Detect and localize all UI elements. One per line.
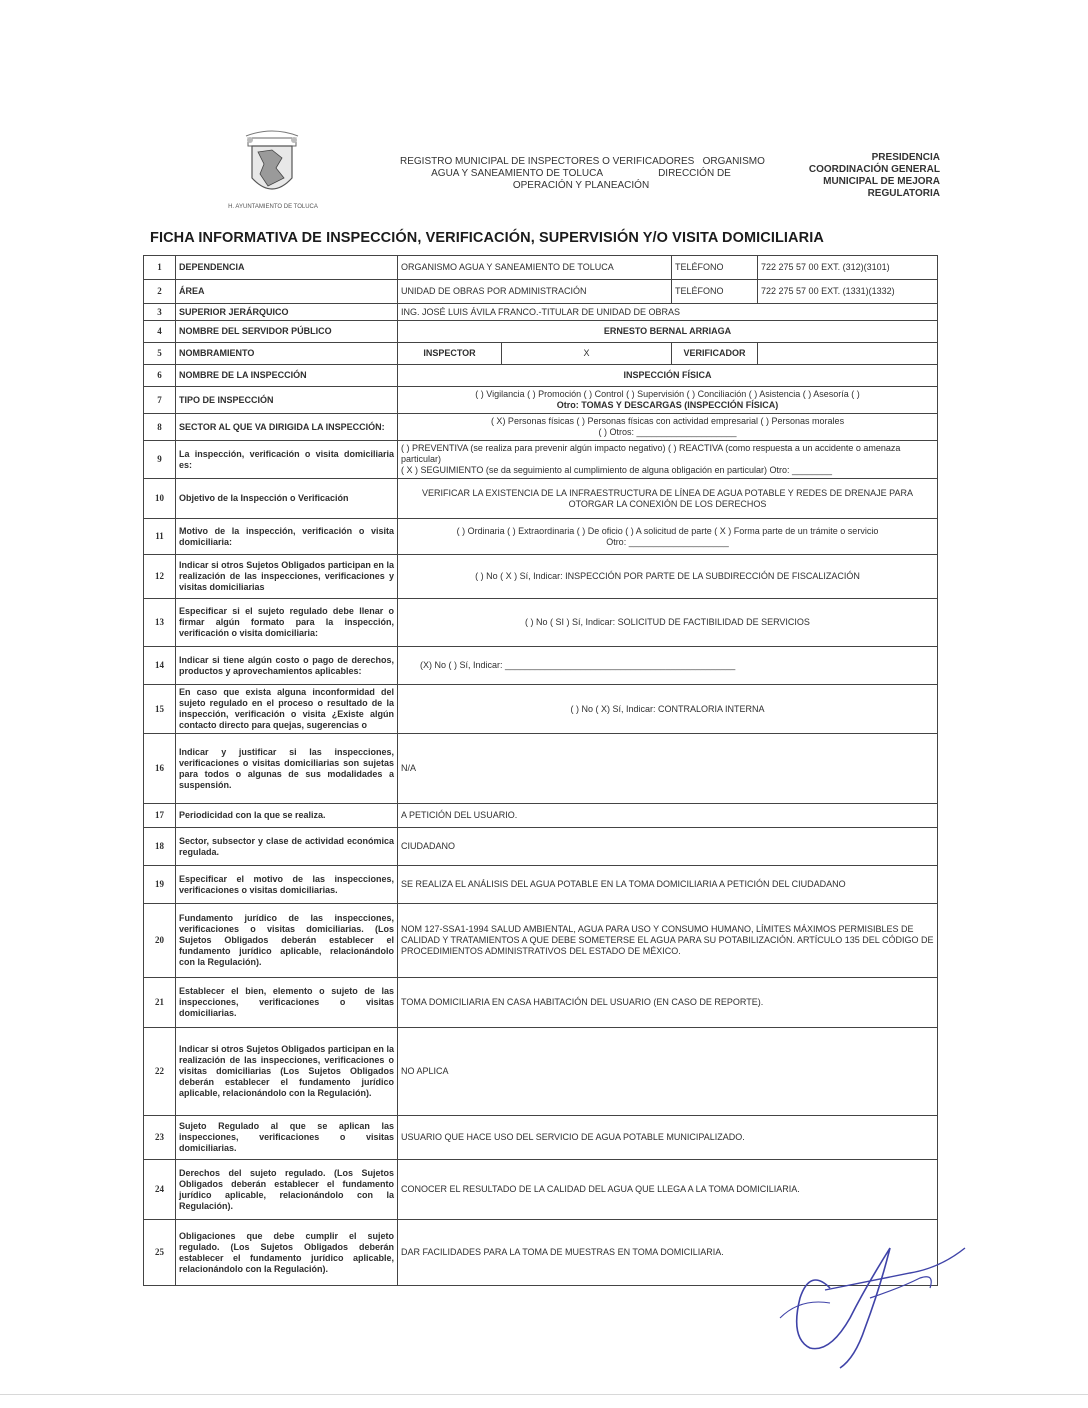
form-row [144,828,938,866]
row-value: ( ) No ( X ) Sí, Indicar: INSPECCIÓN POR PARTE DE LA SUBDIRECCIÓN DE FISCALIZACIÓN [398,555,938,599]
form-row [144,1160,938,1220]
row-value: UNIDAD DE OBRAS POR ADMINISTRACIÓN [398,280,672,304]
row-label: Especificar si el sujeto regulado debe llenar o firmar algún formato para la inspección, verificación o visita domiciliaria: [176,599,398,647]
form-row [144,599,938,647]
header-right-line: COORDINACIÓN GENERAL [808,164,940,175]
row-number: 14 [144,647,176,685]
row-number: 18 [144,828,176,866]
inspector-mark: X [502,343,672,365]
header-presidencia [784,152,940,200]
phone-label: TELÉFONO [672,280,758,304]
form-title: FICHA INFORMATIVA DE INSPECCIÓN, VERIFICACIÓN, SUPERVISIÓN Y/O VISITA DOMICILIARIA [150,230,824,246]
row-number: 23 [144,1116,176,1160]
row-number: 25 [144,1220,176,1286]
verificador-label: VERIFICADOR [672,343,758,365]
row-value: A PETICIÓN DEL USUARIO. [398,804,938,828]
handwritten-signature [770,1228,970,1378]
header-center-line: REGISTRO MUNICIPAL DE INSPECTORES O VERIFICADORES ORGANISMO [400,156,765,167]
row-number: 15 [144,685,176,734]
row-label: DEPENDENCIA [176,256,398,280]
row-label: Motivo de la inspección, verificación o visita domiciliaria: [176,519,398,555]
header-right-line: REGULATORIA [867,188,940,199]
form-row [144,280,938,304]
inspection-form-table [143,255,938,1286]
row-number: 6 [144,365,176,387]
row-number: 2 [144,280,176,304]
header-center-line: OPERACIÓN Y PLANEACIÓN [512,180,650,191]
row-value: (X) No ( ) Sí, Indicar: ______________________________________________ [398,647,938,685]
row-value: ( ) No ( X) Sí, Indicar: CONTRALORIA INTERNA [398,685,938,734]
row-number: 1 [144,256,176,280]
form-row [144,1116,938,1160]
row-value: CONOCER EL RESULTADO DE LA CALIDAD DEL AGUA QUE LLEGA A LA TOMA DOMICILIARIA. [398,1160,938,1220]
logo-caption: H. AYUNTAMIENTO DE TOLUCA [228,204,318,210]
row-label: En caso que exista alguna inconformidad del sujeto regulado en el proceso o resultado de la inspección, verificación o visita ¿Existe algún contacto directo para quejas, sugerencias o [176,685,398,734]
row-label: TIPO DE INSPECCIÓN [176,387,398,414]
row-value: NOM 127-SSA1-1994 SALUD AMBIENTAL, AGUA PARA USO Y CONSUMO HUMANO, LÍMITES MÁXIMOS PERMISIBLES DE CALIDAD Y TRATAMIENTOS A QUE DEBE SOMETERSE EL AGUA PARA SU POTABILIZACIÓN. ARTÍCULO 135 DEL CÓDIGO DE PROCEDIMIENTOS ADMINISTRATIVOS DEL ESTADO DE MÉXICO. [398,904,938,978]
header-center-line: AGUA Y SANEAMIENTO DE TOLUCA DIRECCIÓN DE [431,168,731,179]
row-label: Indicar si otros Sujetos Obligados participan en la realización de las inspecciones, verificaciones y visitas domiciliarias [176,555,398,599]
row-label: NOMBRE DEL SERVIDOR PÚBLICO [176,321,398,343]
form-row [144,685,938,734]
option-line: ( X ) SEGUIMIENTO (se da seguimiento al cumplimiento de alguna obligación en particular) Otro: ________ [401,465,833,475]
row-value: DAR FACILIDADES PARA LA TOMA DE MUESTRAS EN TOMA DOMICILIARIA. [398,1220,938,1286]
row-label: SUPERIOR JERÁRQUICO [176,304,398,321]
motive-options [398,519,938,555]
form-row [144,479,938,519]
row-number: 11 [144,519,176,555]
form-row [144,321,938,343]
row-label: La inspección, verificación o visita domiciliaria es: [176,441,398,479]
row-value: ORGANISMO AGUA Y SANEAMIENTO DE TOLUCA [398,256,672,280]
option-line: Otro: ____________________ [606,536,729,547]
option-line: ( ) Otros: ____________________ [598,427,737,437]
form-row [144,647,938,685]
row-label: Fundamento jurídico de las inspecciones, verificaciones o visitas domiciliarias. (Los Sujetos Obligados deberán establecer el fundamento jurídico aplicable, relacionándolo con la Regulación). [176,904,398,978]
phone-label: TELÉFONO [672,256,758,280]
row-label: NOMBRE DE LA INSPECCIÓN [176,365,398,387]
form-row [144,555,938,599]
row-label: Indicar y justificar si las inspecciones, verificaciones o visitas domiciliarias son sujetas para todos o algunas de sus modalidades a suspensión. [176,734,398,804]
row-value: NO APLICA [398,1028,938,1116]
form-row [144,304,938,321]
row-number: 3 [144,304,176,321]
row-label: Establecer el bien, elemento o sujeto de las inspecciones, verificaciones o visitas domiciliarias. [176,978,398,1028]
row-label: Indicar si otros Sujetos Obligados participan en la realización de las inspecciones, verificaciones o visitas domiciliarias (Los Sujetos Obligados deberán establecer el fundamento jurídico aplicable, relacionándolo con la Regulación). [176,1028,398,1116]
row-value: INSPECCIÓN FÍSICA [398,365,938,387]
form-row [144,866,938,904]
row-number: 9 [144,441,176,479]
row-number: 17 [144,804,176,828]
row-label: Objetivo de la Inspección o Verificación [176,479,398,519]
header-right-line: PRESIDENCIA [871,152,940,163]
row-value: CIUDADANO [398,828,938,866]
row-number: 21 [144,978,176,1028]
option-line: ( X) Personas físicas ( ) Personas físicas con actividad empresarial ( ) Personas morales [490,416,845,426]
row-number: 22 [144,1028,176,1116]
row-label: Indicar si tiene algún costo o pago de derechos, productos y aprovechamientos aplicables: [176,647,398,685]
row-number: 4 [144,321,176,343]
form-row [144,904,938,978]
public-servant-name: ERNESTO BERNAL ARRIAGA [398,321,938,343]
row-value: ING. JOSÉ LUIS ÁVILA FRANCO.-TITULAR DE UNIDAD DE OBRAS [398,304,938,321]
form-row [144,804,938,828]
inspection-type-options [398,387,938,414]
form-row [144,256,938,280]
row-number: 24 [144,1160,176,1220]
row-label: Obligaciones que debe cumplir el sujeto regulado. (Los Sujetos Obligados deberán establecer el fundamento jurídico aplicable, relacionándolo con la Regulación). [176,1220,398,1286]
row-value: SE REALIZA EL ANÁLISIS DEL AGUA POTABLE EN LA TOMA DOMICILIARIA A PETICIÓN DEL CIUDADANO [398,866,938,904]
row-number: 20 [144,904,176,978]
row-number: 7 [144,387,176,414]
row-number: 12 [144,555,176,599]
form-row [144,414,938,441]
row-number: 13 [144,599,176,647]
row-number: 5 [144,343,176,365]
header-right-line: MUNICIPAL DE MEJORA [823,176,940,187]
row-number: 19 [144,866,176,904]
option-line: ( ) Ordinaria ( ) Extraordinaria ( ) De oficio ( ) A solicitud de parte ( X ) Forma parte de un trámite o servicio [456,525,879,536]
row-label: Especificar el motivo de las inspecciones, verificaciones o visitas domiciliarias. [176,866,398,904]
row-value: USUARIO QUE HACE USO DEL SERVICIO DE AGUA POTABLE MUNICIPALIZADO. [398,1116,938,1160]
option-line: ( ) PREVENTIVA (se realiza para prevenir algún impacto negativo) ( ) REACTIVA (como respuesta a un accidente o amenaza particular) [401,443,901,464]
form-row [144,441,938,479]
form-row [144,1028,938,1116]
row-label: NOMBRAMIENTO [176,343,398,365]
form-row [144,978,938,1028]
phone-value: 722 275 57 00 EXT. (312)(3101) [758,256,938,280]
row-number: 10 [144,479,176,519]
sector-options [398,414,938,441]
row-label: SECTOR AL QUE VA DIRIGIDA LA INSPECCIÓN: [176,414,398,441]
row-label: Sector, subsector y clase de actividad económica regulada. [176,828,398,866]
row-number: 8 [144,414,176,441]
verificador-mark [758,343,938,365]
row-label: Periodicidad con la que se realiza. [176,804,398,828]
option-line: ( ) Vigilancia ( ) Promoción ( ) Control ( ) Supervisión ( ) Conciliación ( ) Asistencia ( ) Asesoría ( ) [475,389,860,399]
row-value: VERIFICAR LA EXISTENCIA DE LA INFRAESTRUCTURA DE LÍNEA DE AGUA POTABLE Y REDES DE DRENAJE PARA OTORGAR LA CONEXIÓN DE LOS DERECHOS [398,479,938,519]
row-value: ( ) No ( SI ) Sí, Indicar: SOLICITUD DE FACTIBILIDAD DE SERVICIOS [398,599,938,647]
row-label: ÁREA [176,280,398,304]
row-value: TOMA DOMICILIARIA EN CASA HABITACIÓN DEL USUARIO (EN CASO DE REPORTE). [398,978,938,1028]
inspection-nature-options [398,441,938,479]
form-row [144,519,938,555]
row-number: 16 [144,734,176,804]
header-registry-title [400,156,765,192]
form-row [144,365,938,387]
row-value: N/A [398,734,938,804]
form-row [144,387,938,414]
option-line: Otro: TOMAS Y DESCARGAS (INSPECCIÓN FÍSICA) [556,400,779,410]
row-label: Derechos del sujeto regulado. (Los Sujetos Obligados deberán establecer el fundamento jurídico aplicable, relacionándolo con la Regulación). [176,1160,398,1220]
inspector-label: INSPECTOR [398,343,502,365]
page-edge-shadow [0,1394,1088,1395]
phone-value: 722 275 57 00 EXT. (1331)(1332) [758,280,938,304]
form-row [144,343,938,365]
row-label: Sujeto Regulado al que se aplican las inspecciones, verificaciones o visitas domiciliarias. [176,1116,398,1160]
form-row [144,734,938,804]
